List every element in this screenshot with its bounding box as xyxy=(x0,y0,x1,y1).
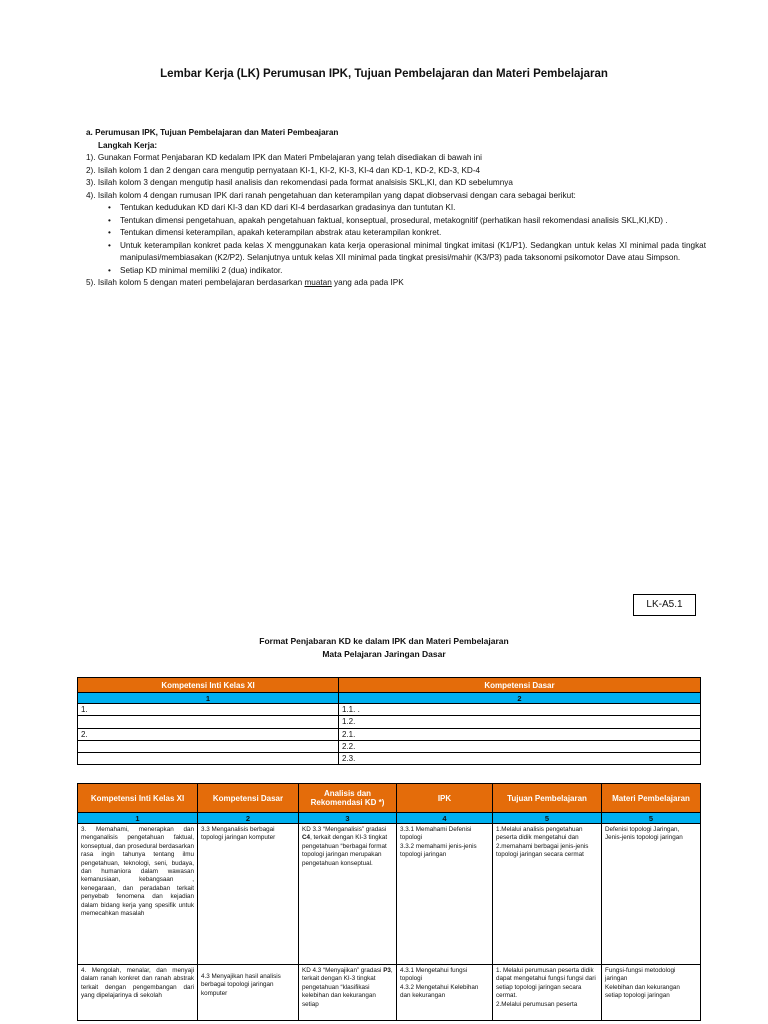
ki-cell xyxy=(78,965,198,1021)
ki-cell xyxy=(78,824,198,965)
table-row xyxy=(78,704,701,716)
section-heading: a. Perumusan IPK, Tujuan Pembelajaran dan Materi Pembeajaran xyxy=(86,128,339,137)
materi-text: Defenisi topologi Jaringan, Jenis-jenis topologi jaringan xyxy=(605,826,683,842)
materi-item: Kelebihan dan kekurangan setiap topologi jaringan xyxy=(605,983,680,1000)
analisis-cell xyxy=(299,824,397,965)
tujuan-cell xyxy=(493,965,602,1021)
ipk-text: Mengetahui fungsi topologi xyxy=(400,967,468,983)
materi-cell xyxy=(602,824,701,965)
gradasi-code: C4 xyxy=(302,834,311,842)
step-3: 3). Isilah kolom 3 dengan mengutip hasil analisis dan rekomendasi pada format analsisis SKL,KI, dan KD sebelumnya xyxy=(86,178,513,187)
step-5-text: 5). Isilah kolom 5 dengan materi pembelajaran berdasarkan xyxy=(86,278,305,287)
ki-kd-table xyxy=(77,677,701,765)
analisis-cell xyxy=(299,965,397,1021)
ipk-number: 4.3.2 xyxy=(400,983,415,991)
tujuan-item: 1.Melalui analisis pengetahuan peserta didik mengetahui dan xyxy=(496,826,583,842)
bullet-item: • Untuk keterampilan konkret pada kelas X menggunakan kata kerja operasional minimal tingkat imitasi (K1/P1). Sedangkan untuk kelas XI minimal pada tingkat manipulasi/membiasakan (K2/P2). Selanjutnya untuk kelas XII minimal pada tingkat presisi/mahir (K3/P3) pada taksonomi psikomotor Dave atau Simpson. xyxy=(108,240,706,265)
ipk-cell xyxy=(397,965,493,1021)
column-number: 1 xyxy=(78,693,339,704)
ki-cell xyxy=(78,753,339,765)
work-steps xyxy=(86,127,706,290)
column-number: 2 xyxy=(339,693,701,704)
header-materi: Materi Pembelajaran xyxy=(602,784,701,813)
format-subtitle: Mata Pelajaran Jaringan Dasar xyxy=(322,649,446,659)
ipk-item xyxy=(400,984,489,1001)
table-row xyxy=(78,728,701,740)
column-number: 3 xyxy=(299,813,397,824)
header-ki: Kompetensi Inti Kelas XI xyxy=(78,678,339,693)
ki-text: 4. Mengolah, menalar, dan menyaji dalam ranah konkret dan ranah abstrak terkait dengan pengembangan dari yang dipelajarinya di sekolah xyxy=(81,967,194,1000)
ipk-number: 4.3.1 xyxy=(400,967,415,974)
ipk-cell xyxy=(397,824,493,965)
header-analisis: Analisis dan Rekomendasi KD *) xyxy=(299,784,397,813)
step-5-text-end: yang ada pada IPK xyxy=(331,278,404,287)
step-5-underlined: muatan xyxy=(304,278,332,287)
table-row xyxy=(78,740,701,752)
analisis-text-end: , terkait dengan KI-3 tingkat pengetahuan “klasifikasi kelebihan dan kekurangan setiap xyxy=(302,967,393,1008)
format-title: Format Penjabaran KD ke dalam IPK dan Materi Pembelajaran xyxy=(259,636,509,646)
kd-cell xyxy=(198,965,299,1021)
materi-item: Fungsi-fungsi metodologi jaringan xyxy=(605,967,676,983)
tujuan-item: 2.memahami berbagai jenis-jenis topologi jaringan secara cermat xyxy=(496,842,589,859)
step-5 xyxy=(86,277,706,290)
tujuan-cell xyxy=(493,824,602,965)
worksheet-code: LK-A5.1 xyxy=(633,594,696,616)
table-row xyxy=(78,753,701,765)
materi-cell xyxy=(602,965,701,1021)
analisis-text-end: , terkait dengan KI-3 tingkat pengetahuan “berbagai format topologi jaringan merupakan pengetahuan konseptual. xyxy=(302,834,388,867)
tujuan-item: 1. Melalui perumusan peserta didik dapat mengetahui fungsi fungsi dari setiap topologi jaringan secara cermat. xyxy=(496,967,596,1000)
header-kd: Kompetensi Dasar xyxy=(339,678,701,693)
table-row xyxy=(78,965,701,1021)
kd-cell xyxy=(198,824,299,965)
document-title: Lembar Kerja (LK) Perumusan IPK, Tujuan Pembelajaran dan Materi Pembelajaran xyxy=(160,68,608,80)
column-number: 2 xyxy=(198,813,299,824)
gradasi-code: P3 xyxy=(383,967,391,974)
ipk-item: 3.3.2 memahami jenis-jenis topologi jaringan xyxy=(400,842,477,859)
analisis-text: KD 3.3 “Menganalisis” gradasi xyxy=(302,826,387,833)
kd-cell: 1.2. xyxy=(339,716,701,728)
kd-cell: 2.2. xyxy=(339,740,701,752)
step-4-bullets xyxy=(108,202,706,277)
kd-text: 3.3 Menganalisis berbagai topologi jaringan komputer xyxy=(201,826,276,842)
header-tujuan: Tujuan Pembelajaran xyxy=(493,784,602,813)
kd-text: 4.3 Menyajikan hasil analisis berbagai topologi jaringan komputer xyxy=(201,973,281,997)
bullet-item: • Tentukan kedudukan KD dari KI-3 dan KD dari KI-4 berdasarkan gradasinya dan tuntutan KI. xyxy=(108,202,706,215)
ipk-text: Mengetahui Kelebihan dan kekurangan xyxy=(400,983,479,1000)
column-number: 5 xyxy=(602,813,701,824)
header-ipk: IPK xyxy=(397,784,493,813)
step-1: 1). Gunakan Format Penjabaran KD kedalam IPK dan Materi Pmbelajaran yang telah disediakan di bawah ini xyxy=(86,153,482,162)
column-number: 4 xyxy=(397,813,493,824)
ki-cell xyxy=(78,716,339,728)
ipk-table xyxy=(77,783,701,1021)
steps-label: Langkah Kerja: xyxy=(98,140,158,150)
column-number: 1 xyxy=(78,813,198,824)
table-row xyxy=(78,824,701,965)
step-4: 4). Isilah kolom 4 dengan rumusan IPK dari ranah pengetahuan dan keterampilan yang dapat diobservasi dengan cara sebagai berikut: xyxy=(86,190,576,200)
ki-cell: 2. xyxy=(78,728,339,740)
analisis-text: KD 4.3 “Menyajikan” gradasi xyxy=(302,967,384,974)
kd-cell: 1.1. . xyxy=(339,704,701,716)
bullet-item: • Tentukan dimensi keterampilan, apakah keterampilan abstrak atau keterampilan konkret. xyxy=(108,227,706,240)
column-number: 5 xyxy=(493,813,602,824)
tujuan-item: 2.Melalui perumusan peserta xyxy=(496,1000,578,1008)
bullet-item: • Setiap KD minimal memiliki 2 (dua) indikator. xyxy=(108,265,706,278)
header-ki: Kompetensi Inti Kelas XI xyxy=(78,784,198,813)
bullet-item: • Tentukan dimensi pengetahuan, apakah pengetahuan faktual, konseptual, prosedural, metakognitif (perhatikan hasil rekomendasi analisis SKL,KI,KD) . xyxy=(108,215,706,228)
table-row xyxy=(78,716,701,728)
ki-cell: 1. xyxy=(78,704,339,716)
ipk-item xyxy=(400,967,489,984)
header-kd: Kompetensi Dasar xyxy=(198,784,299,813)
ki-text: 3. Memahami, menerapkan dan menganalisis pengetahuan faktual, konseptual, dan prosedural berdasarkan rasa ingin tahunya tentang ilmu pengetahuan, teknologi, seni, budaya, dan humaniora dalam wawasan kemanusiaan, kebangsaan , kenegaraan, dan peradaban terkait penyebab fenomena dan kejadian dalam bidang kerja yang spesifik untuk memecahkan masalah xyxy=(81,826,194,918)
kd-cell: 2.1. xyxy=(339,728,701,740)
kd-cell: 2.3. xyxy=(339,753,701,765)
ki-cell xyxy=(78,740,339,752)
format-heading xyxy=(0,635,768,661)
step-2: 2). Isilah kolom 1 dan 2 dengan cara mengutip pernyataan KI-1, KI-2, KI-3, KI-4 dan KD-1, KD-2, KD-3, KD-4 xyxy=(86,165,481,175)
ipk-item: 3.3.1 Memahami Defenisi topologi xyxy=(400,826,472,842)
